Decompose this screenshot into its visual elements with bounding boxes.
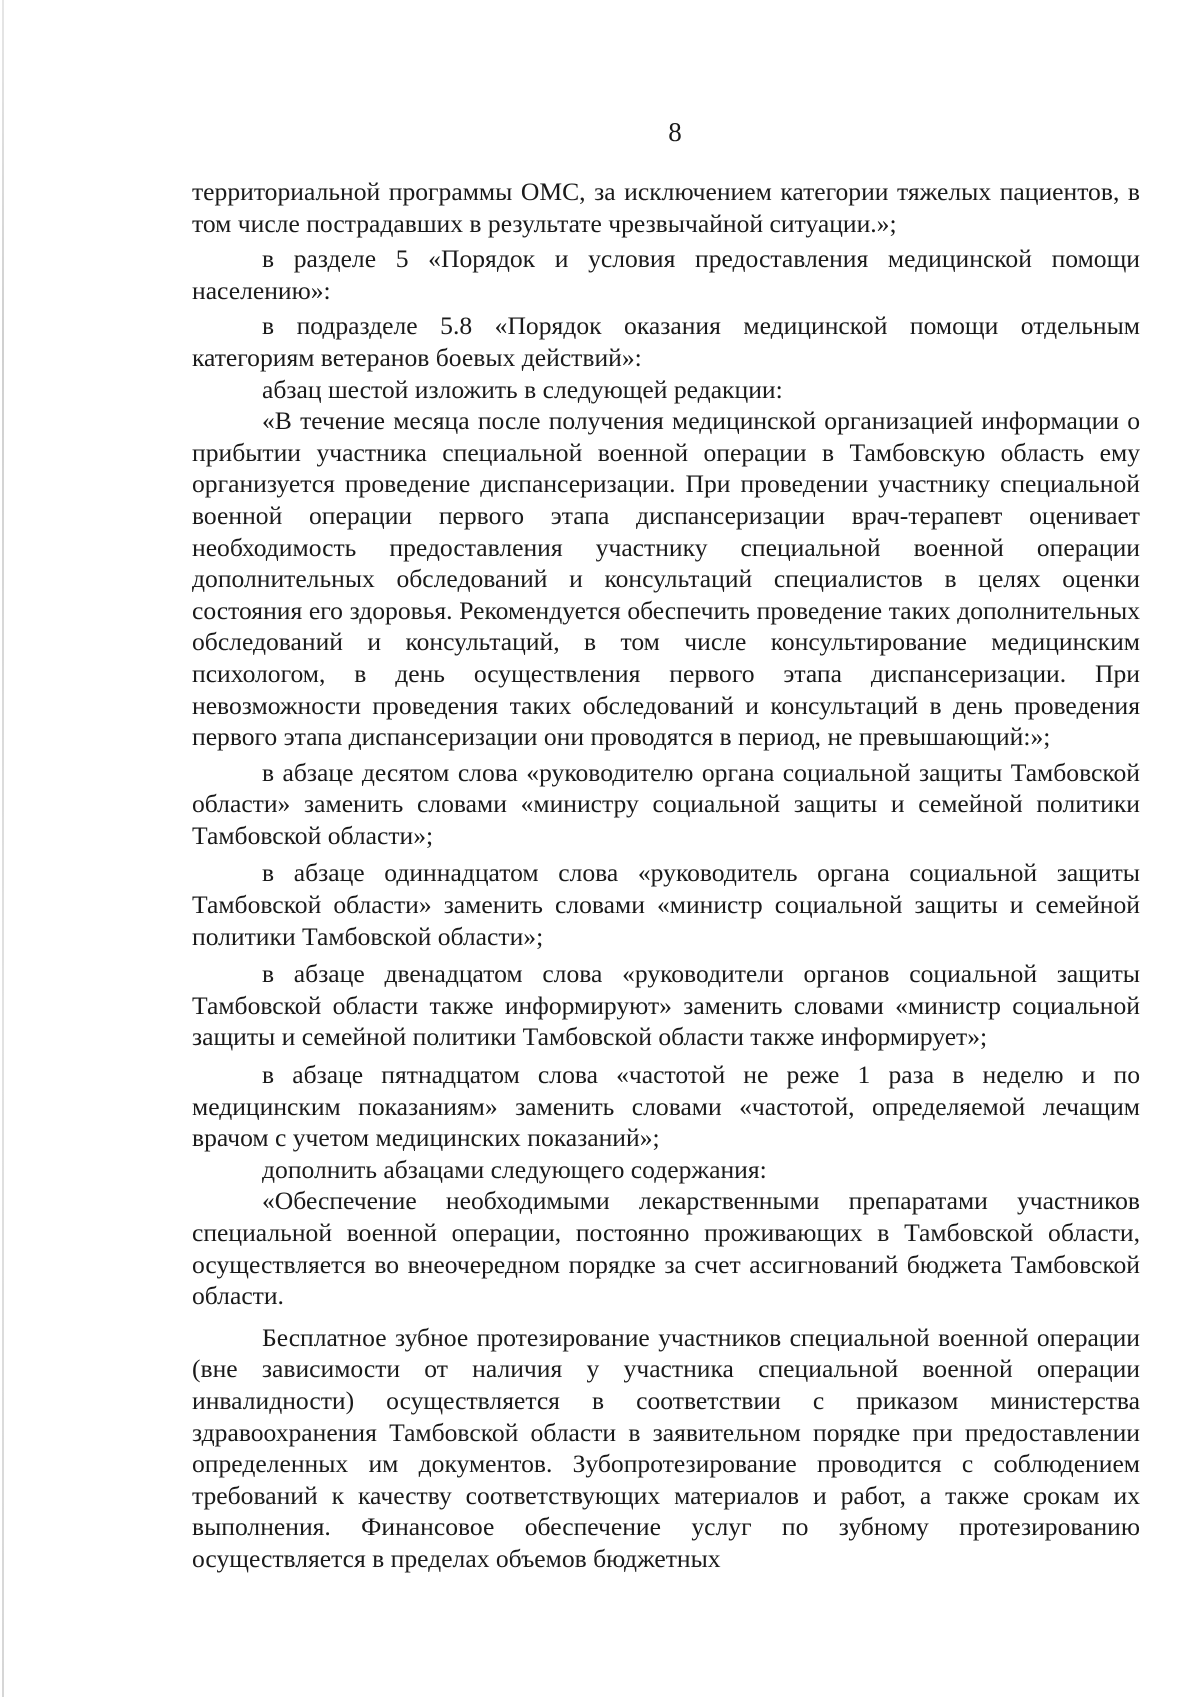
paragraph-dental-prosthetics: Бесплатное зубное протезирование участников специальной военной операции (вне зависимости от наличия у участника специальной военной операции инвалидности) осуществляется в соответствии с приказом министерства здравоохранения Тамбовской области в заявительном порядке при предоставлении определенных им документов. Зубопротезирование проводится с соблюдением требований к качеству соответствующих материалов и работ, а также срокам их выполнения. Финансовое обеспечение услуг по зубному протезированию осуществляется в пределах объемов бюджетных xyxy=(192,1322,1140,1573)
page-number: 8 xyxy=(668,117,682,147)
paragraph-eleventh-abzats: в абзаце одиннадцатом слова «руководитель органа социальной защиты Тамбовской области» заменить словами «министр социальной защиты и семейной политики Тамбовской области»; xyxy=(192,858,1140,951)
paragraph-section-5: в разделе 5 «Порядок и условия предоставления медицинской помощи населению»: xyxy=(192,244,1140,305)
scan-edge-shadow xyxy=(2,0,4,1697)
paragraph-subsection-5-8: в подразделе 5.8 «Порядок оказания медицинской помощи отдельным категориям ветеранов боевых действий»: xyxy=(192,311,1140,372)
paragraph-sixth-abzats-intro: абзац шестой изложить в следующей редакции: xyxy=(262,374,783,404)
paragraph-fifteenth-abzats: в абзаце пятнадцатом слова «частотой не реже 1 раза в неделю и по медицинским показаниям» заменить словами «частотой, определяемой лечащим врачом с учетом медицинских показаний»; xyxy=(192,1060,1140,1153)
paragraph-twelfth-abzats: в абзаце двенадцатом слова «руководители органов социальной защиты Тамбовской области также информируют» заменить словами «министр социальной защиты и семейной политики Тамбовской области также информирует»; xyxy=(192,959,1140,1052)
paragraph-quoted-new-text: «В течение месяца после получения медицинской организацией информации о прибытии участника специальной военной операции в Тамбовскую область ему организуется проведение диспансеризации. При проведении участнику специальной военной операции первого этапа диспансеризации врач-терапевт оценивает необходимость предоставления участнику специальной военной операции дополнительных обследований и консультаций специалистов в целях оценки состояния его здоровья. Рекомендуется обеспечить проведение таких дополнительных обследований и консультаций, в том числе консультирование медицинским психологом, в день осуществления первого этапа диспансеризации. При невозможности проведения таких обследований и консультаций в день проведения первого этапа диспансеризации они проводятся в период, не превышающий:»; xyxy=(192,406,1140,752)
paragraph-add-abzatses: дополнить абзацами следующего содержания: xyxy=(262,1154,767,1184)
paragraph-continuation: территориальной программы ОМС, за исключением категории тяжелых пациентов, в том числе пострадавших в результате чрезвычайной ситуации.»; xyxy=(192,177,1140,238)
paragraph-medicines: «Обеспечение необходимыми лекарственными препаратами участников специальной военной операции, постоянно проживающих в Тамбовской области, осуществляется во внеочередном порядке за счет ассигнований бюджета Тамбовской области. xyxy=(192,1186,1140,1311)
paragraph-tenth-abzats: в абзаце десятом слова «руководителю органа социальной защиты Тамбовской области» заменить словами «министру социальной защиты и семейной политики Тамбовской области»; xyxy=(192,757,1140,850)
document-body xyxy=(192,176,1140,1575)
